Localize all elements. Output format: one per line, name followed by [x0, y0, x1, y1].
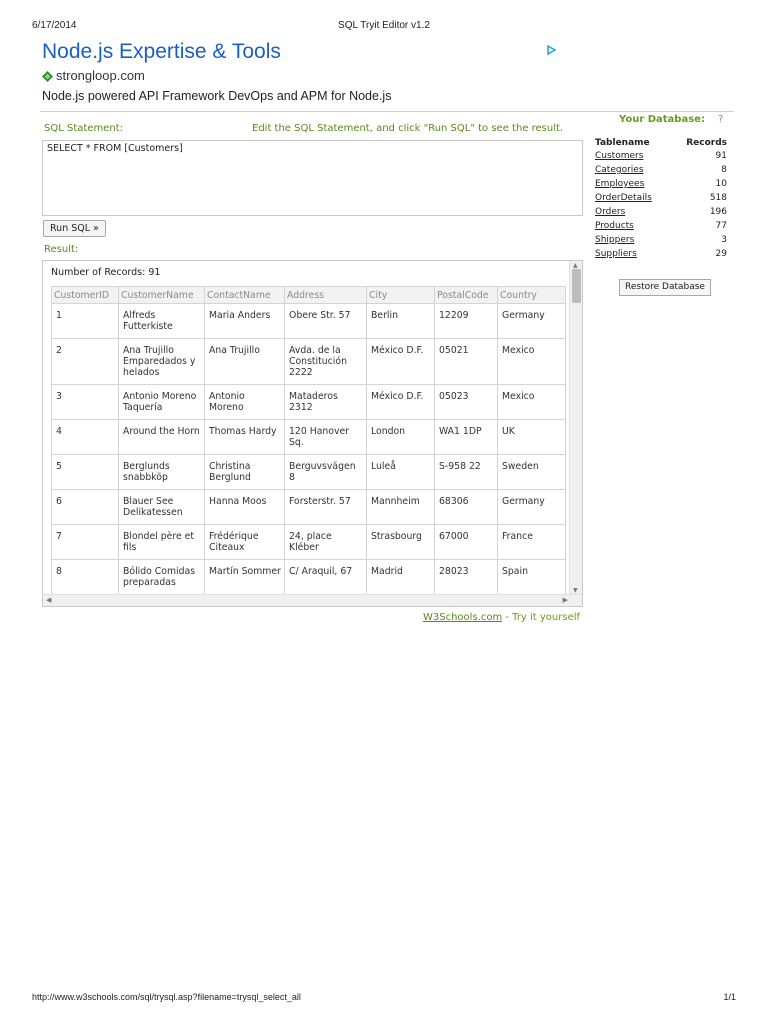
- table-cell: Thomas Hardy: [205, 420, 285, 455]
- run-sql-button[interactable]: Run SQL »: [43, 220, 106, 237]
- table-cell: S-958 22: [435, 455, 498, 490]
- table-link-orderdetails[interactable]: OrderDetails: [595, 193, 652, 203]
- table-cell: Mexico: [498, 339, 566, 385]
- results-table: [51, 286, 566, 595]
- table-link-employees[interactable]: Employees: [595, 179, 645, 189]
- table-link-customers[interactable]: Customers: [595, 151, 644, 161]
- list-item: [593, 219, 729, 233]
- footer-suffix: - Try it yourself: [502, 612, 581, 623]
- table-cell: Ana Trujillo Emparedados y helados: [119, 339, 205, 385]
- list-item: [593, 205, 729, 219]
- list-item: [593, 233, 729, 247]
- table-cell: Frédérique Citeaux: [205, 525, 285, 560]
- table-cell: 68306: [435, 490, 498, 525]
- table-cell: Christina Berglund: [205, 455, 285, 490]
- table-cell: France: [498, 525, 566, 560]
- table-cell: México D.F.: [367, 385, 435, 420]
- help-link[interactable]: ?: [718, 114, 724, 125]
- record-count: 91: [715, 151, 727, 161]
- table-cell: Sweden: [498, 455, 566, 490]
- list-item: [593, 247, 729, 261]
- record-count: 29: [715, 249, 727, 259]
- table-link-suppliers[interactable]: Suppliers: [595, 249, 637, 259]
- table-header-row: [52, 287, 566, 304]
- table-cell: 4: [52, 420, 119, 455]
- strongloop-logo-icon: [42, 70, 53, 81]
- table-cell: Alfreds Futterkiste: [119, 304, 205, 339]
- adchoices-icon[interactable]: [546, 40, 556, 50]
- table-cell: 5: [52, 455, 119, 490]
- column-header: ContactName: [205, 287, 285, 304]
- table-row: [52, 525, 566, 560]
- table-cell: Madrid: [367, 560, 435, 595]
- table-cell: Blondel père et fils: [119, 525, 205, 560]
- w3schools-link[interactable]: W3Schools.com: [423, 612, 503, 623]
- ad-domain-text: strongloop.com: [56, 68, 145, 83]
- table-cell: Blauer See Delikatessen: [119, 490, 205, 525]
- sql-hint-text: Edit the SQL Statement, and click "Run SQL" to see the result.: [252, 123, 564, 134]
- table-cell: Luleå: [367, 455, 435, 490]
- list-item: [593, 163, 729, 177]
- record-count: 518: [709, 193, 727, 203]
- table-row: [52, 560, 566, 595]
- record-count: 10: [715, 179, 727, 189]
- table-cell: 05023: [435, 385, 498, 420]
- table-cell: Forsterstr. 57: [285, 490, 367, 525]
- table-cell: México D.F.: [367, 339, 435, 385]
- table-cell: 28023: [435, 560, 498, 595]
- table-cell: Berglunds snabbköp: [119, 455, 205, 490]
- print-page-title: SQL Tryit Editor v1.2: [338, 20, 430, 31]
- database-tables-list: [593, 137, 729, 261]
- table-link-products[interactable]: Products: [595, 221, 634, 231]
- column-header: CustomerID: [52, 287, 119, 304]
- table-row: [52, 304, 566, 339]
- column-header: City: [367, 287, 435, 304]
- sql-statement-label: SQL Statement:: [44, 123, 123, 134]
- table-cell: Mexico: [498, 385, 566, 420]
- table-cell: Around the Horn: [119, 420, 205, 455]
- print-date: 6/17/2014: [32, 20, 77, 31]
- list-item: [593, 191, 729, 205]
- table-cell: Maria Anders: [205, 304, 285, 339]
- tablename-header: Tablename: [595, 138, 650, 148]
- table-cell: Antonio Moreno Taquería: [119, 385, 205, 420]
- table-cell: Obere Str. 57: [285, 304, 367, 339]
- table-cell: C/ Araquil, 67: [285, 560, 367, 595]
- table-cell: 6: [52, 490, 119, 525]
- table-cell: 67000: [435, 525, 498, 560]
- table-cell: Mannheim: [367, 490, 435, 525]
- vertical-scrollbar[interactable]: [569, 261, 582, 595]
- table-cell: Germany: [498, 490, 566, 525]
- ad-description: Node.js powered API Framework DevOps and APM for Node.js: [42, 89, 392, 103]
- table-cell: 05021: [435, 339, 498, 385]
- column-header: Address: [285, 287, 367, 304]
- table-cell: Strasbourg: [367, 525, 435, 560]
- result-label: Result:: [44, 244, 79, 255]
- column-header: PostalCode: [435, 287, 498, 304]
- table-cell: Ana Trujillo: [205, 339, 285, 385]
- list-item: [593, 149, 729, 163]
- print-page-number: 1/1: [723, 992, 736, 1002]
- horizontal-scrollbar[interactable]: [43, 594, 583, 606]
- table-cell: Antonio Moreno: [205, 385, 285, 420]
- scroll-up-icon[interactable]: ▲: [573, 262, 578, 269]
- table-cell: 1: [52, 304, 119, 339]
- sql-editor-textarea[interactable]: SELECT * FROM [Customers]: [42, 140, 583, 216]
- table-cell: Hanna Moos: [205, 490, 285, 525]
- table-cell: Spain: [498, 560, 566, 595]
- scroll-right-icon[interactable]: ▶: [562, 596, 568, 604]
- print-url: http://www.w3schools.com/sql/trysql.asp?filename=trysql_select_all: [32, 992, 301, 1002]
- your-database-title: Your Database:: [619, 114, 705, 125]
- table-cell: London: [367, 420, 435, 455]
- table-cell: 7: [52, 525, 119, 560]
- scroll-left-icon[interactable]: ◀: [46, 596, 52, 604]
- restore-database-button[interactable]: Restore Database: [619, 279, 711, 296]
- ad-title-link[interactable]: Node.js Expertise & Tools: [42, 40, 281, 63]
- table-row: [52, 490, 566, 525]
- column-header: Country: [498, 287, 566, 304]
- result-panel[interactable]: [42, 260, 583, 607]
- list-item: [593, 177, 729, 191]
- table-cell: Bólido Comidas preparadas: [119, 560, 205, 595]
- table-cell: 2: [52, 339, 119, 385]
- scroll-down-icon[interactable]: ▼: [573, 587, 578, 594]
- table-cell: Berlin: [367, 304, 435, 339]
- table-cell: UK: [498, 420, 566, 455]
- table-row: [52, 339, 566, 385]
- table-cell: 3: [52, 385, 119, 420]
- table-row: [52, 385, 566, 420]
- footer-credit: [423, 612, 580, 623]
- table-cell: WA1 1DP: [435, 420, 498, 455]
- scrollbar-thumb[interactable]: [572, 269, 581, 303]
- table-cell: 24, place Kléber: [285, 525, 367, 560]
- table-cell: Martín Sommer: [205, 560, 285, 595]
- divider: [40, 111, 734, 112]
- record-count: 3: [721, 235, 727, 245]
- record-count: 196: [709, 207, 727, 217]
- table-cell: Mataderos 2312: [285, 385, 367, 420]
- records-header: Records: [686, 138, 727, 148]
- table-cell: Berguvsvägen 8: [285, 455, 367, 490]
- table-link-shippers[interactable]: Shippers: [595, 235, 635, 245]
- record-count: 8: [721, 165, 727, 175]
- table-cell: 12209: [435, 304, 498, 339]
- table-cell: Avda. de la Constitución 2222: [285, 339, 367, 385]
- column-header: CustomerName: [119, 287, 205, 304]
- table-link-categories[interactable]: Categories: [595, 165, 644, 175]
- table-row: [52, 455, 566, 490]
- table-row: [52, 420, 566, 455]
- table-link-orders[interactable]: Orders: [595, 207, 626, 217]
- records-count: Number of Records: 91: [51, 267, 161, 278]
- table-cell: 120 Hanover Sq.: [285, 420, 367, 455]
- table-cell: Germany: [498, 304, 566, 339]
- ad-banner[interactable]: [42, 40, 562, 103]
- table-cell: 8: [52, 560, 119, 595]
- record-count: 77: [715, 221, 727, 231]
- ad-domain[interactable]: [42, 68, 562, 83]
